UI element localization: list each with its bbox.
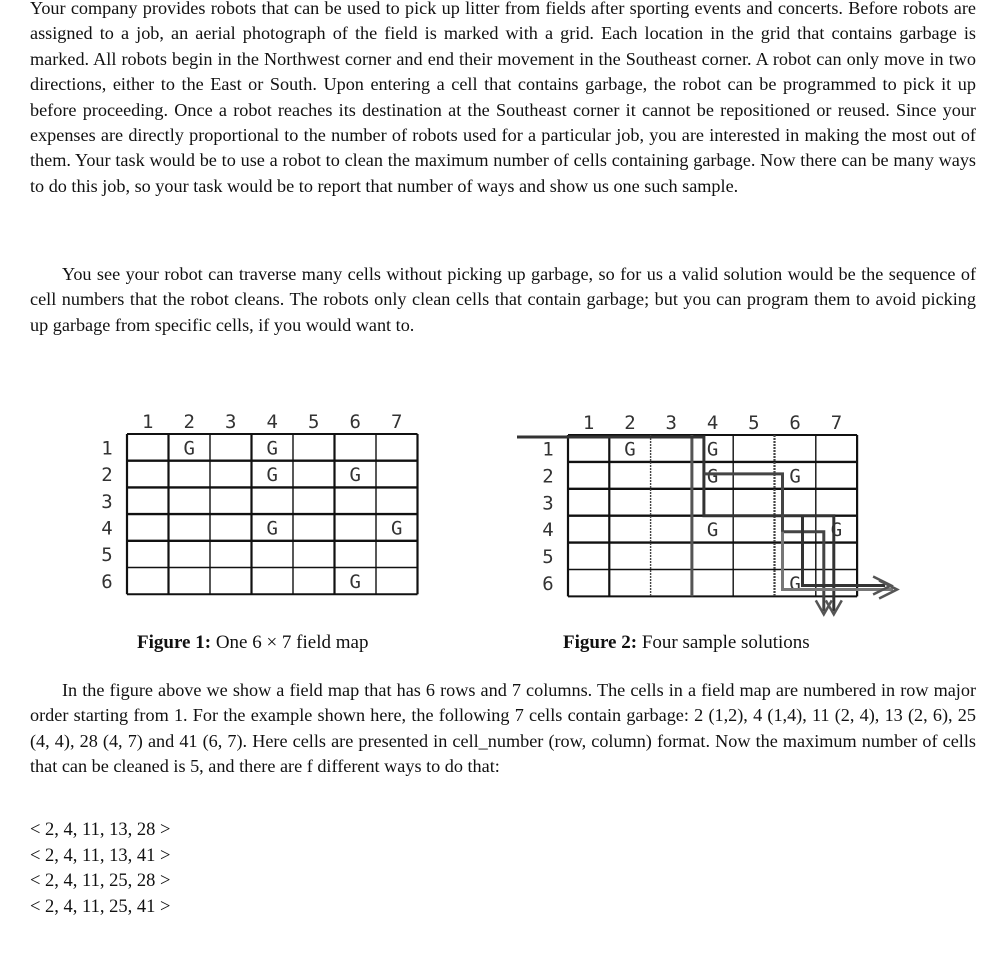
intro-paragraph: Your company provides robots that can be used to pick up litter from fields after sporting events and concerts. Before robots are assigned to a job, an aerial photograph of the field is marked with a grid. Each location in the grid that contains garbage is marked. All robots begin in the Northwest corner and end their movement in the Southeast corner. A robot can only move in two directions, either to the East or South. Upon entering a cell that contains garbage, the robot can be programmed to pick it up before proceeding. Once a robot reaches its destination at the Southeast corner it cannot be repositioned or reused. Since your expenses are directly proportional to the number of robots used for a particular job, you are interested in making the most out of them. Your task would be to use a robot to clean the maximum number of cells containing garbage. Now there can be many ways to do this job, so your task would be to report that number of ways and show us one such sample. [30, 0, 976, 196]
figure-2-sample-solutions [512, 404, 907, 619]
garbage-marker: G [789, 465, 801, 488]
garbage-marker: G [183, 437, 195, 460]
row-label: 6 [542, 572, 554, 595]
figure-2-caption-label: Figure 2: [563, 632, 638, 653]
row-label: 2 [101, 464, 113, 487]
solution-item: < 2, 4, 11, 13, 41 > [30, 845, 171, 866]
row-label: 4 [101, 517, 113, 540]
column-label: 5 [308, 411, 320, 433]
figure-1-caption [137, 632, 368, 654]
garbage-marker: G [706, 465, 719, 488]
garbage-marker: G [266, 464, 278, 487]
solution-path [803, 516, 886, 586]
valid-solution-paragraph: You see your robot can traverse many cells without picking up garbage, so for us a valid solution would be the sequence of cell numbers that the robot cleans. The robots only clean cells that contain garbage; but you can program them to avoid picking up garbage from specific cells, if you would want to. [30, 264, 976, 335]
column-label: 6 [349, 411, 361, 433]
column-label: 5 [748, 412, 760, 434]
garbage-marker: G [706, 519, 719, 542]
solution-path [517, 437, 834, 611]
column-label: 6 [789, 412, 801, 434]
garbage-marker: G [349, 464, 361, 487]
figure-2-caption [563, 632, 810, 654]
column-label: 2 [624, 412, 636, 434]
solution-item: < 2, 4, 11, 25, 28 > [30, 871, 171, 891]
field-map-grid [96, 404, 426, 600]
row-label: 1 [101, 437, 113, 460]
row-label: 6 [101, 570, 113, 593]
row-label: 5 [542, 546, 554, 569]
solution-item: < 2, 4, 11, 25, 41 > [30, 896, 171, 917]
figure-2-caption-text: Four sample solutions [637, 632, 810, 653]
row-label: 4 [542, 519, 554, 542]
column-label: 4 [706, 412, 719, 434]
garbage-marker: G [706, 438, 719, 461]
garbage-marker: G [624, 438, 636, 461]
garbage-marker: G [266, 437, 278, 460]
column-label: 4 [266, 411, 278, 433]
figure-1-caption-text: One 6 × 7 field map [211, 632, 369, 653]
figure-1-caption-label: Figure 1: [137, 632, 212, 653]
row-label: 3 [542, 492, 554, 515]
column-label: 3 [225, 411, 237, 433]
column-label: 1 [582, 412, 595, 434]
row-label: 2 [542, 465, 554, 488]
column-label: 3 [665, 412, 677, 434]
garbage-marker: G [266, 517, 278, 540]
column-label: 2 [183, 411, 195, 433]
solution-item: < 2, 4, 11, 13, 28 > [30, 820, 171, 840]
column-label: 7 [830, 412, 843, 434]
column-label: 7 [391, 411, 403, 433]
garbage-marker: G [830, 519, 843, 542]
sample-solutions-grid [512, 404, 907, 619]
figure-1-field-map [96, 404, 426, 600]
solution-list [30, 818, 170, 920]
garbage-marker: G [349, 570, 361, 593]
row-label: 5 [101, 544, 113, 567]
garbage-marker: G [789, 572, 801, 595]
example-paragraph: In the figure above we show a field map that has 6 rows and 7 columns. The cells in a field map are numbered in row major order starting from 1. For the example shown here, the following 7 cells contain garbage: 2 (1,2), 4 (1,4), 11 (2, 4), 13 (2, 6), 25 (4, 4), 28 (4, 7) and 41 (6, 7). Here cells are presented in cell_number (row, column) format. Now the maximum number of cells that can be cleaned is 5, and there are f different ways to do that: [30, 680, 976, 777]
row-label: 1 [542, 438, 554, 461]
column-label: 1 [142, 411, 154, 433]
row-label: 3 [101, 490, 113, 513]
garbage-marker: G [391, 517, 403, 540]
